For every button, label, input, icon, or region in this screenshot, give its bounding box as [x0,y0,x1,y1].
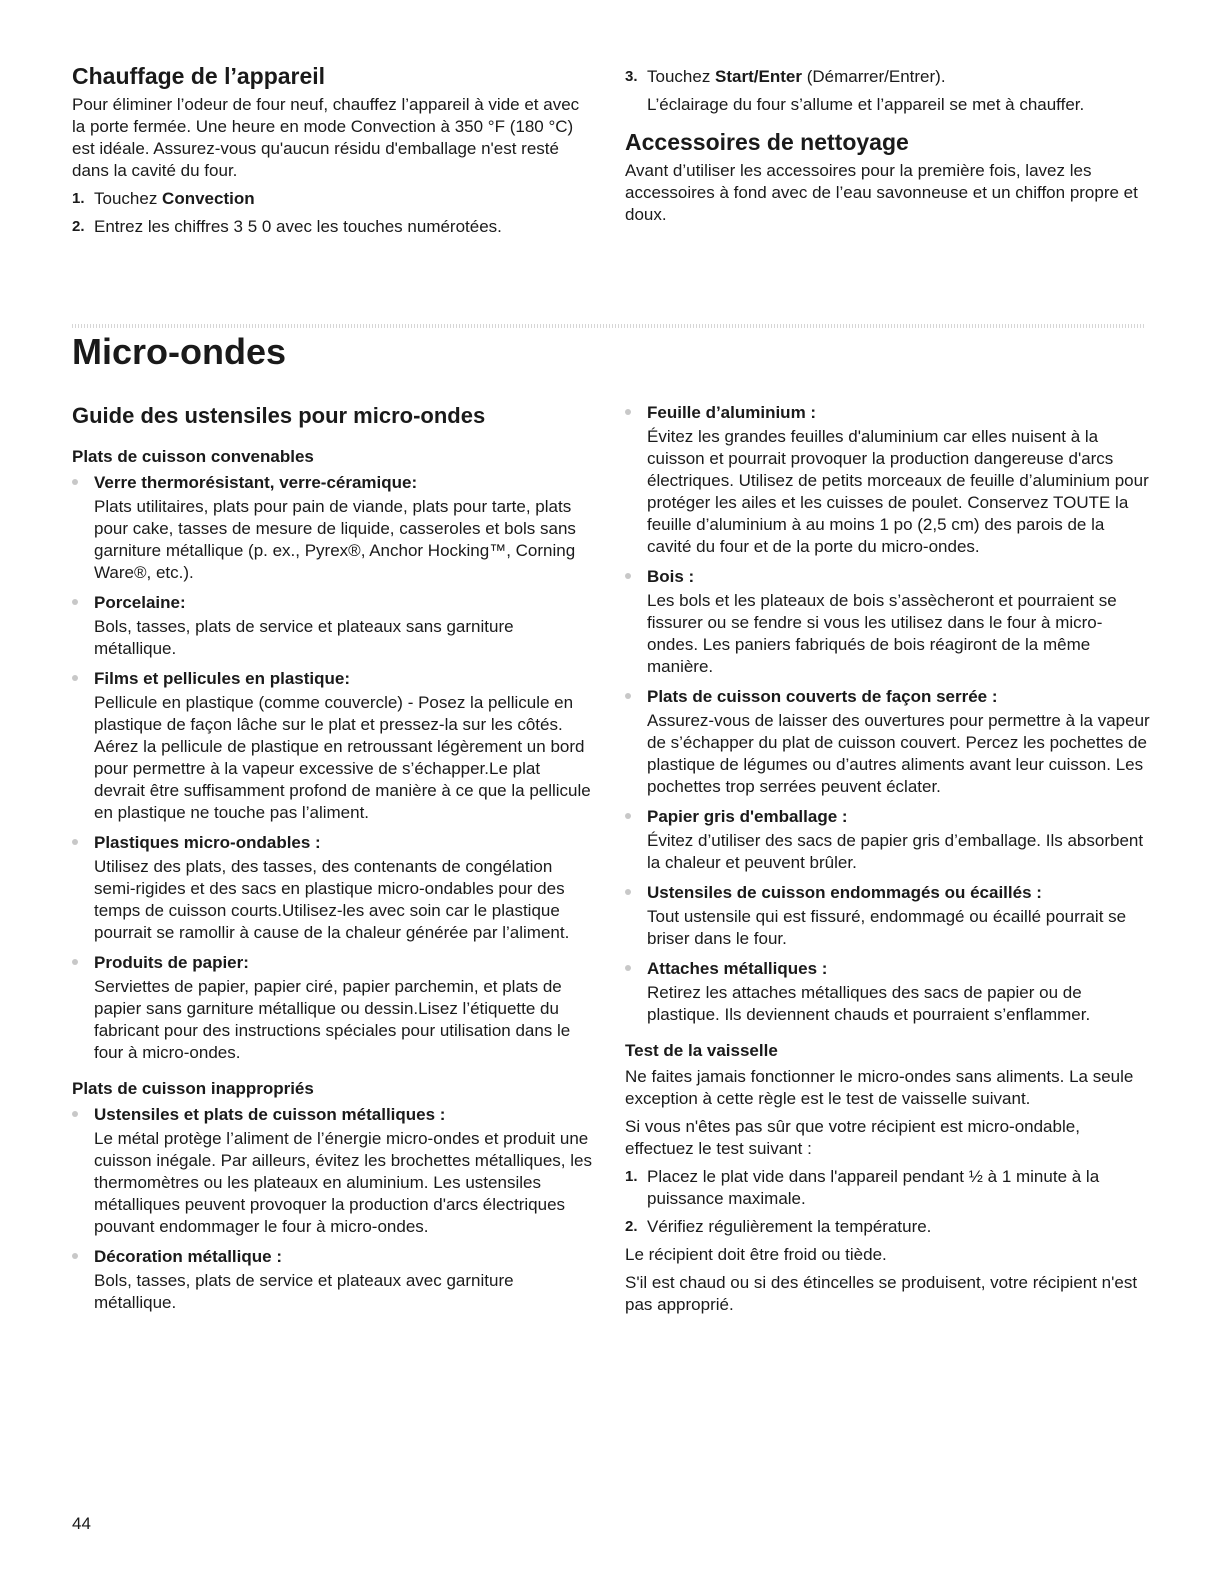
section-chauffage [72,62,592,244]
item-desc: Bols, tasses, plats de service et plateaux sans garniture métallique. [94,617,514,658]
step-number: 1. [625,1168,638,1185]
accessoires-title: Accessoires de nettoyage [625,129,909,155]
item-title: Porcelaine: [94,593,186,612]
item-desc: Assurez-vous de laisser des ouvertures pour permettre à la vapeur de s’échapper du plat de cuisson couvert. Percez les pochettes de plastique de légumes ou d’autres aliments avant leur cuisson. Les pochettes trop serrées peuvent éclater. [647,711,1150,796]
bullet-icon [625,813,631,819]
item-title: Films et pellicules en plastique: [94,669,351,688]
guide-left-column [72,402,592,1322]
list-item [72,592,592,660]
page-title: Micro-ondes [72,331,287,372]
convenables-title: Plats de cuisson convenables [72,447,314,466]
item-desc: Utilisez des plats, des tasses, des contenants de congélation semi-rigides et des sacs en plastique micro-ondables pour des temps de cuisson courts.Utilisez-les avec soin car le plastique pourrait se ramollir à cause de la chaleur générée par l’aliment. [94,857,570,942]
item-title: Feuille d’aluminium : [647,403,817,422]
bullet-icon [625,409,631,415]
step-number: 2. [72,218,85,235]
chauffage-intro: Pour éliminer l’odeur de four neuf, chauffez l’appareil à vide et avec la porte fermée. Une heure en mode Convection à 350 °F (180 °C) est idéale. Assurez-vous qu'aucun résidu d'emballage n'est resté dans la cavité du four. [72,95,580,180]
step-keyword: Start/Enter [715,67,802,86]
bullet-icon [72,599,78,605]
item-desc: Plats utilitaires, plats pour pain de viande, plats pour tarte, plats pour cake, tasses de mesure de liquide, casseroles et bols sans garniture métallique (p. ex., Pyrex®, Anchor Hocking™, Corning Ware®, etc.). [94,497,576,582]
item-desc: Le métal protège l’aliment de l’énergie micro-ondes et produit une cuisson inégale. Par ailleurs, évitez les brochettes métalliques, les thermomètres ou les plateaux en aluminium. Les ustensiles métalliques peuvent provoquer la production d'arcs électriques pouvant endommager le four à micro-ondes. [94,1129,592,1236]
bullet-icon [72,479,78,485]
test-p2: Si vous n'êtes pas sûr que votre récipient est micro-ondable, effectuez le test suivant : [625,1117,1080,1158]
step-number: 3. [625,68,638,85]
bullet-icon [72,1111,78,1117]
step-text: Vérifiez régulièrement la température. [647,1217,932,1236]
list-item [625,402,1150,558]
chauffage-step [72,188,592,210]
inappropries-title: Plats de cuisson inappropriés [72,1079,314,1098]
item-title: Plastiques micro-ondables : [94,833,321,852]
item-desc: Les bols et les plateaux de bois s’assècheront et pourraient se fissurer ou se fendre si vous les utilisez dans le four à micro-ondes. Les paniers fabriqués de bois réagiront de la même manière. [647,591,1117,676]
item-desc: Évitez d’utiliser des sacs de papier gris d’emballage. Ils absorbent la chaleur et peuvent brûler. [647,831,1144,872]
bullet-icon [72,959,78,965]
item-title: Ustensiles de cuisson endommagés ou écaillés : [647,883,1042,902]
guide-title: Guide des ustensiles pour micro-ondes [72,403,486,428]
list-item [72,832,592,944]
bullet-icon [72,1253,78,1259]
list-item [625,686,1150,798]
page-number: 44 [72,1514,91,1533]
step-text: Entrez les chiffres 3 5 0 avec les touches numérotées. [94,217,502,236]
test-p4: S'il est chaud ou si des étincelles se produisent, votre récipient n'est pas approprié. [625,1273,1138,1314]
list-item [625,882,1150,950]
step-keyword: Convection [162,189,255,208]
item-title: Verre thermorésistant, verre-céramique: [94,473,418,492]
step-number: 1. [72,190,85,207]
list-item [72,472,592,584]
item-title: Ustensiles et plats de cuisson métalliques : [94,1105,446,1124]
test-p1: Ne faites jamais fonctionner le micro-ondes sans aliments. La seule exception à cette règle est le test de vaisselle suivant. [625,1067,1134,1108]
list-item [625,566,1150,678]
inappropries-list [72,1104,592,1314]
bullet-icon [72,839,78,845]
list-item [625,958,1150,1026]
item-title: Produits de papier: [94,953,249,972]
item-title: Plats de cuisson couverts de façon serrée : [647,687,998,706]
step-text-post: (Démarrer/Entrer). [801,67,946,86]
chauffage-step [625,66,1145,88]
convenables-list [72,472,592,1064]
item-title: Décoration métallique : [94,1247,282,1266]
test-title: Test de la vaisselle [625,1041,778,1060]
test-step [625,1166,1150,1210]
bullet-icon [625,965,631,971]
test-step [625,1216,1150,1238]
inappropries-list-cont [625,402,1150,1026]
list-item [625,806,1150,874]
list-item [72,1246,592,1314]
list-item [72,1104,592,1238]
step-text: Touchez [94,189,163,208]
step3-note: L’éclairage du four s’allume et l’appareil se met à chauffer. [647,95,1085,114]
step-text: Placez le plat vide dans l'appareil pendant ½ à 1 minute à la puissance maximale. [647,1167,1100,1208]
accessoires-text: Avant d’utiliser les accessoires pour la première fois, lavez les accessoires à fond avec de l’eau savonneuse et un chiffon propre et doux. [625,161,1138,224]
item-desc: Tout ustensile qui est fissuré, endommagé ou écaillé pourrait se briser dans le four. [647,907,1127,948]
item-desc: Serviettes de papier, papier ciré, papier parchemin, et plats de papier sans garniture métallique ou dessin.Lisez l’étiquette du fabricant pour des instructions spéciales pour utilisation dans le four à micro-ondes. [94,977,571,1062]
item-desc: Bols, tasses, plats de service et plateaux avec garniture métallique. [94,1271,514,1312]
step-text: Touchez [647,67,716,86]
item-title: Bois : [647,567,695,586]
step-number: 2. [625,1218,638,1235]
list-item [72,952,592,1064]
item-desc: Retirez les attaches métalliques des sacs de papier ou de plastique. Ils deviennent chauds et pourraient s’enflammer. [647,983,1091,1024]
chauffage-steps [72,188,592,238]
item-desc: Évitez les grandes feuilles d'aluminium car elles nuisent à la cuisson et pourrait provoquer la production dangereuse d'arcs électriques. Utilisez de petits morceaux de feuille d’aluminium pour protéger les ailes et les cuisses de poulet. Conservez TOUTE la feuille d’aluminium à au moins 1 po (2,5 cm) des parois de la cavité du four et de la porte du micro-ondes. [647,427,1149,556]
item-title: Papier gris d'emballage : [647,807,848,826]
chauffage-title: Chauffage de l’appareil [72,63,326,89]
item-title: Attaches métalliques : [647,959,828,978]
bullet-icon [625,889,631,895]
item-desc: Pellicule en plastique (comme couvercle) - Posez la pellicule en plastique de façon lâche sur le plat et pressez-la sur les côtés. Aérez la pellicule de plastique en retroussant légèrement un bord pour permettre à la vapeur excessive de s’échapper.Le plat devrait être suffisamment profond de manière à ce que la pellicule en plastique ne touche pas l’aliment. [94,693,591,822]
list-item [72,668,592,824]
bullet-icon [625,573,631,579]
bullet-icon [625,693,631,699]
test-steps [625,1166,1150,1238]
chauffage-step [72,216,592,238]
bullet-icon [72,675,78,681]
section-top-right [625,66,1145,232]
guide-right-column [625,402,1150,1322]
chauffage-steps-cont [625,66,1145,88]
test-p3: Le récipient doit être froid ou tiède. [625,1245,887,1264]
